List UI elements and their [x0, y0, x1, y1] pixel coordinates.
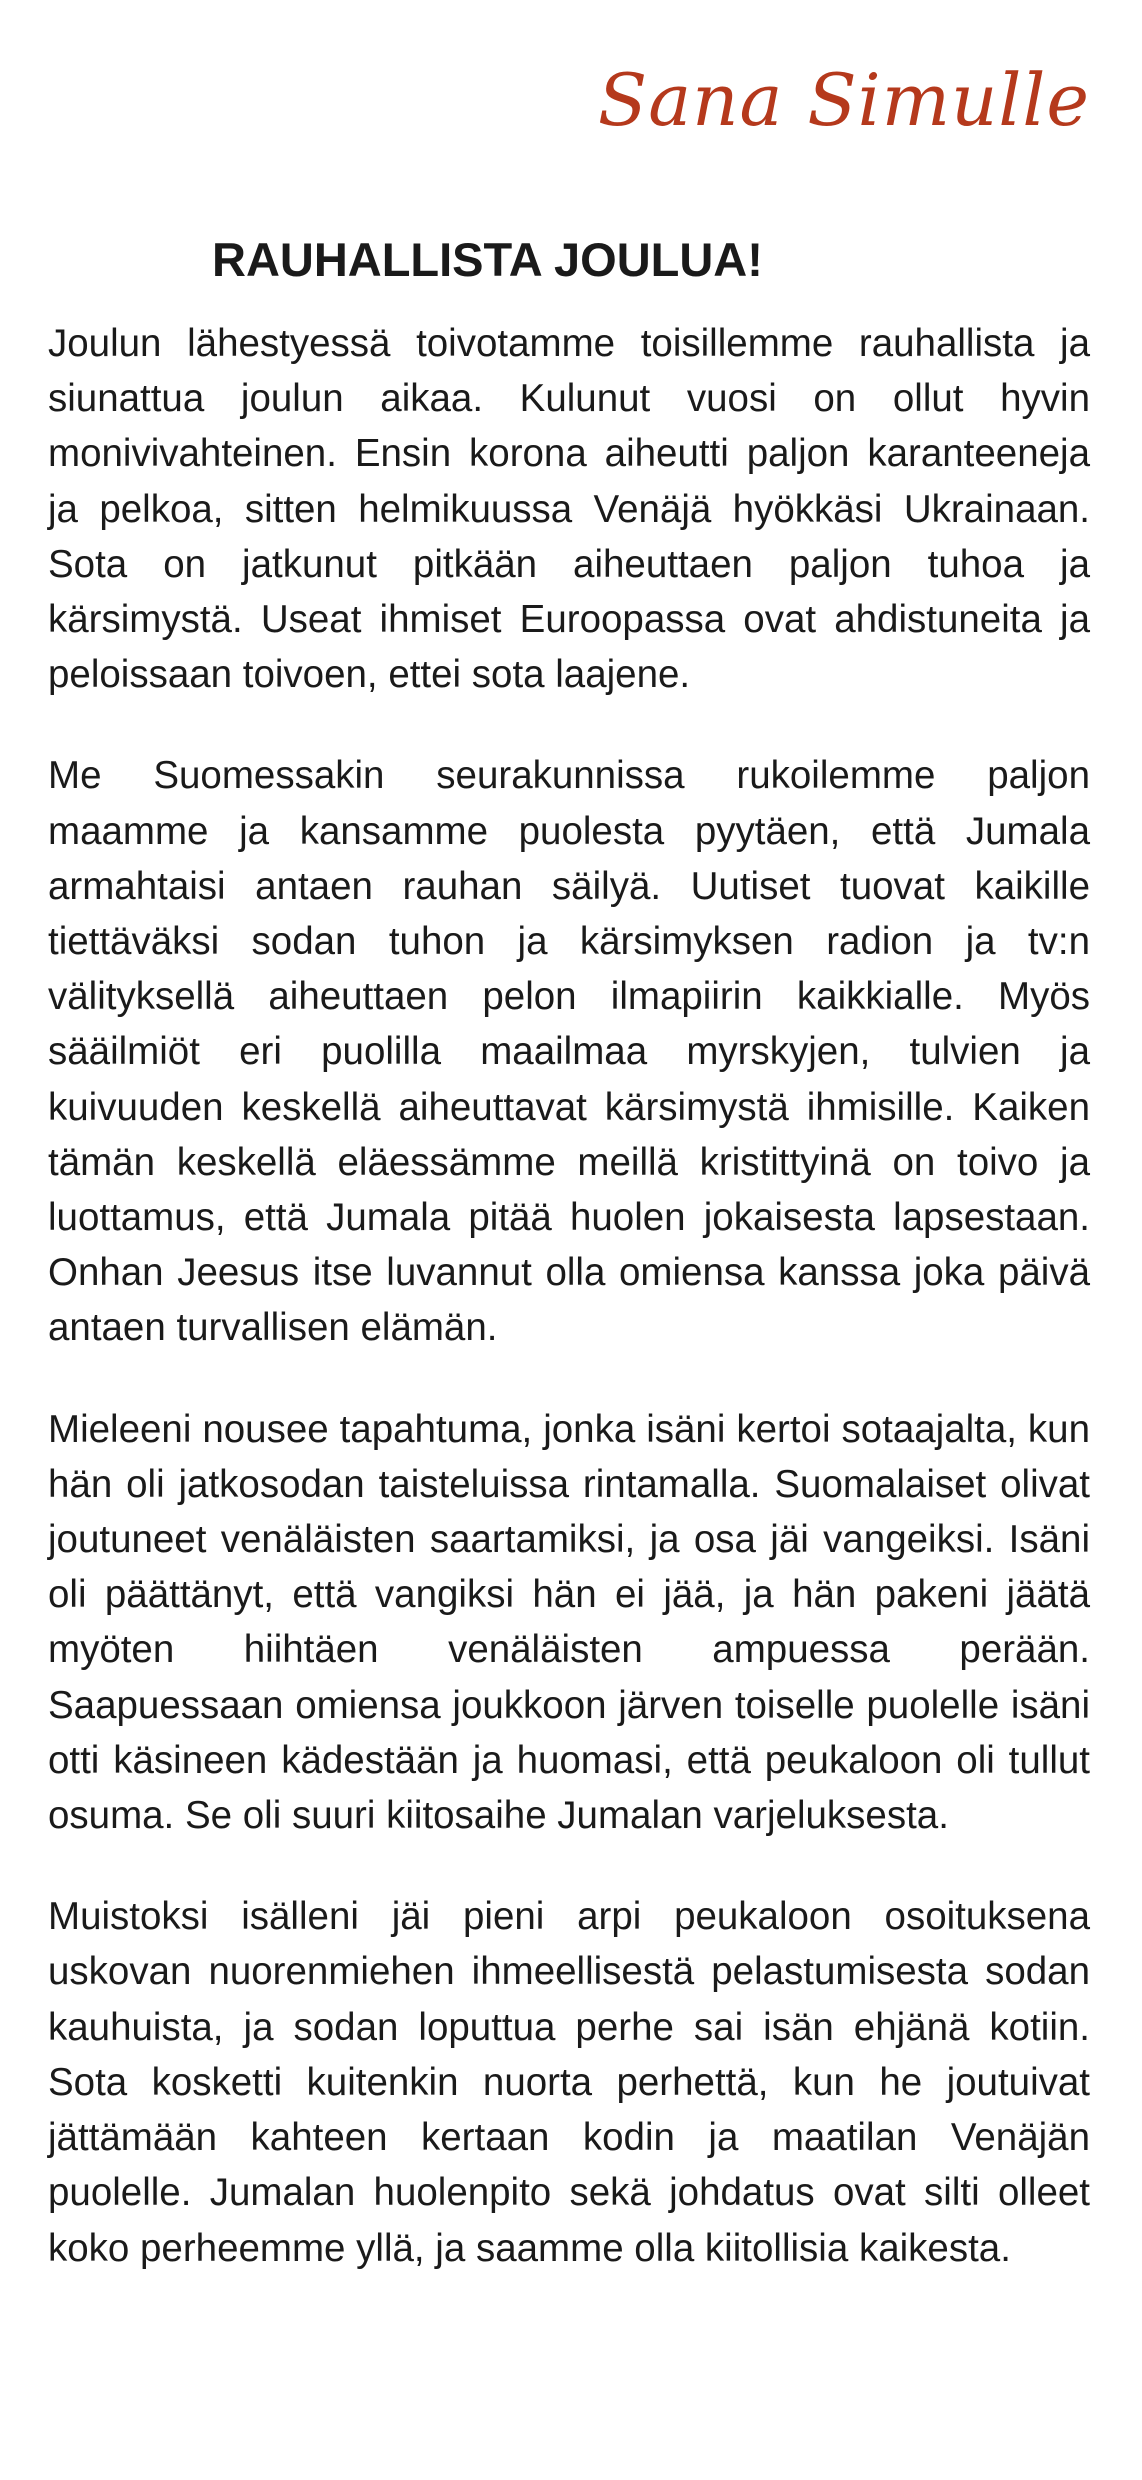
article-paragraph-2: Me Suomessakin seurakunnissa rukoilemme paljon maamme ja kansamme puolesta pyytäen, että Jumala armahtaisi antaen rauhan säilyä. Uutiset tuovat kaikille tiettäväksi sodan tuhon ja kärsimyksen radion ja tv:n välityksellä aiheuttaen pelon ilmapiirin kaikkialle. Myös sääilmiöt eri puolilla maailmaa myrskyjen, tulvien ja kuivuuden keskellä aiheuttavat kärsimystä ihmisille. Kaiken tämän keskellä eläessämme meillä kristittyinä on toivo ja luottamus, että Jumala pitää huolen jokaisesta lapsestaan. Onhan Jeesus itse luvannut olla omiensa kanssa joka päivä antaen turvallisen elämän.	[48, 754, 1090, 1350]
column-name: Sana Simulle	[597, 58, 1090, 142]
article-paragraph-3: Mieleeni nousee tapahtuma, jonka isäni kertoi sotaajalta, kun hän oli jatkosodan taisteluissa rintamalla. Suomalaiset olivat joutuneet venäläisten saartamiksi, ja osa jäi vangeiksi. Isäni oli päättänyt, että vangiksi hän ei jää, ja hän pakeni jäätä myöten hiihtäen venäläisten ampuessa perään. Saapuessaan omiensa joukkoon järven toiselle puolelle isäni otti käsineen kädestään ja huomasi, että peukaloon oli tullut osuma. Se oli suuri kiitosaihe Jumalan varjeluksesta.	[48, 1407, 1090, 1838]
article-body	[48, 316, 1090, 2276]
article-paragraph-4: Muistoksi isälleni jäi pieni arpi peukaloon osoituksena uskovan nuorenmiehen ihmeellisestä pelastumisesta sodan kauhuista, ja sodan loputtua perhe sai isän ehjänä kotiin. Sota kosketti kuitenkin nuorta perhettä, kun he joutuivat jättämään kahteen kertaan kodin ja maatilan Venäjän puolelle. Jumalan huolenpito sekä johdatus ovat silti olleet koko perheemme yllä, ja saamme olla kiitollisia kaikesta.	[48, 1895, 1090, 2270]
article-title: RAUHALLISTA JOULUA!	[212, 233, 763, 287]
article-paragraph-1: Joulun lähestyessä toivotamme toisillemme rauhallista ja siunattua joulun aikaa. Kulunut vuosi on ollut hyvin monivivahteinen. Ensin korona aiheutti paljon karanteeneja ja pelkoa, sitten helmikuussa Venäjä hyökkäsi Ukrainaan. Sota on jatkunut pitkään aiheuttaen paljon tuhoa ja kärsimystä. Useat ihmiset Euroopassa ovat ahdistuneita ja peloissaan toivoen, ettei sota laajene.	[48, 322, 1090, 697]
